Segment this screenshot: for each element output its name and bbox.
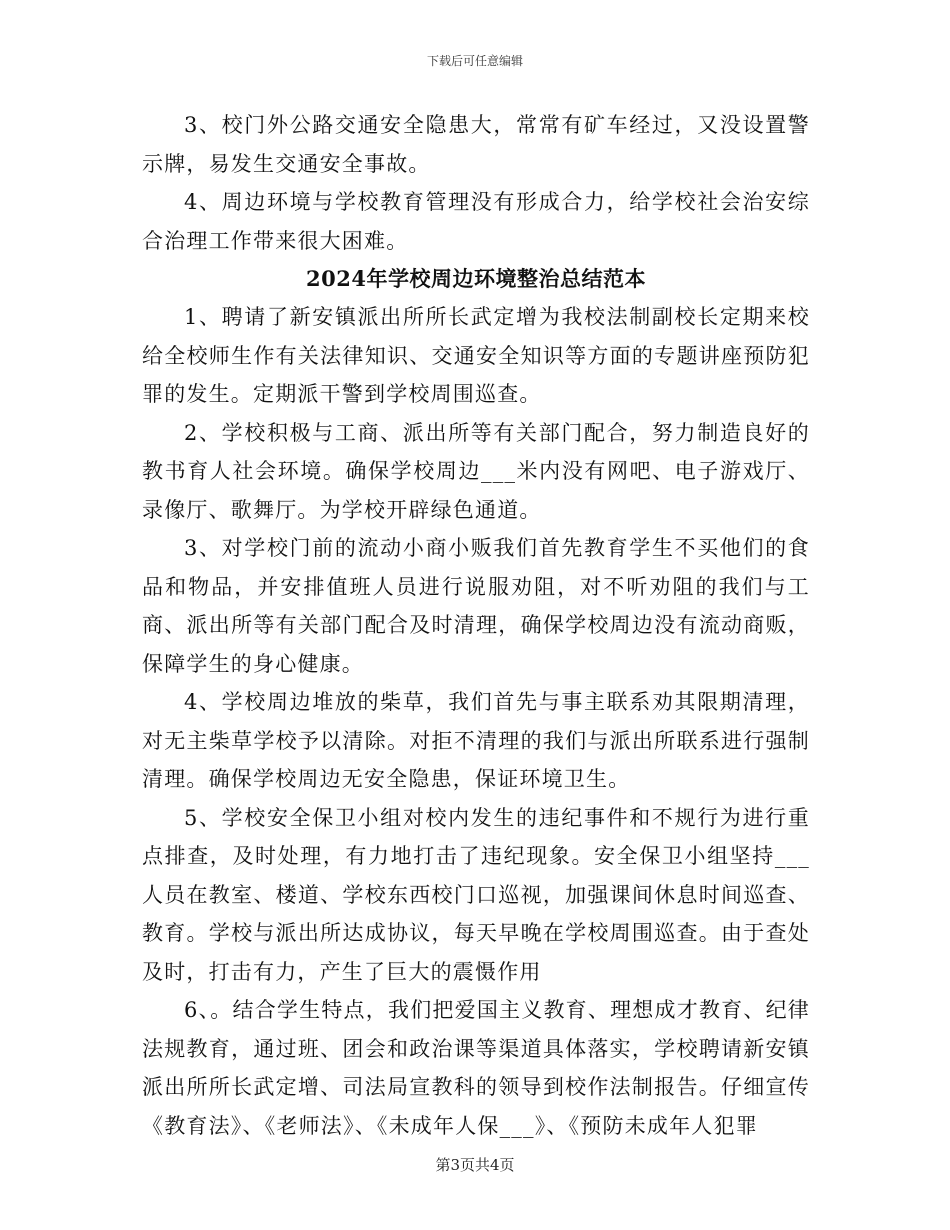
paragraph-6: 6、。结合学生特点，我们把爱国主义教育、理想成才教育、纪律法规教育，通过班、团会和政治课等渠道具体落实，学校聘请新安镇派出所所长武定增、司法局宣教科的领导到校作法制报告。仔细宣传《教育法》、《老师法》、《未成年人保___》、《预防未成年人犯罪 bbox=[142, 998, 810, 1138]
paragraph-item-3: 3、校门外公路交通安全隐患大，常常有矿车经过，又没设置警示牌，易发生交通安全事故。 bbox=[142, 113, 810, 176]
page-header: 下载后可任意编辑 bbox=[426, 54, 523, 68]
page-footer: 第3页共4页 bbox=[435, 1156, 515, 1174]
document-body bbox=[142, 106, 810, 1145]
paragraph-5: 5、学校安全保卫小组对校内发生的违纪事件和不规行为进行重点排查，及时处理，有力地打击了违纪现象。安全保卫小组坚持___人员在教室、楼道、学校东西校门口巡视，加强课间休息时间巡查、教育。学校与派出所达成协议，每天早晚在学校周围巡查。由于查处及时，打击有力，产生了巨大的震慑作用 bbox=[142, 805, 810, 984]
paragraph-4: 4、学校周边堆放的柴草，我们首先与事主联系劝其限期清理，对无主柴草学校予以清除。对拒不清理的我们与派出所联系进行强制清理。确保学校周边无安全隐患，保证环境卫生。 bbox=[142, 690, 810, 791]
paragraph-item-4: 4、周边环境与学校教育管理没有形成合力，给学校社会治安综合治理工作带来很大困难。 bbox=[142, 190, 810, 253]
paragraph-2: 2、学校积极与工商、派出所等有关部门配合，努力制造良好的教书育人社会环境。确保学校周边___米内没有网吧、电子游戏厅、录像厅、歌舞厅。为学校开辟绿色通道。 bbox=[142, 420, 810, 522]
paragraph-1: 1、聘请了新安镇派出所所长武定增为我校法制副校长定期来校给全校师生作有关法律知识、交通安全知识等方面的专题讲座预防犯罪的发生。定期派干警到学校周围巡查。 bbox=[142, 305, 810, 406]
section-title: 2024年学校周边环境整治总结范本 bbox=[306, 266, 646, 291]
paragraph-3: 3、对学校门前的流动小商小贩我们首先教育学生不买他们的食品和物品，并安排值班人员进行说服劝阻，对不听劝阻的我们与工商、派出所等有关部门配合及时清理，确保学校周边没有流动商贩，保障学生的身心健康。 bbox=[142, 536, 810, 676]
